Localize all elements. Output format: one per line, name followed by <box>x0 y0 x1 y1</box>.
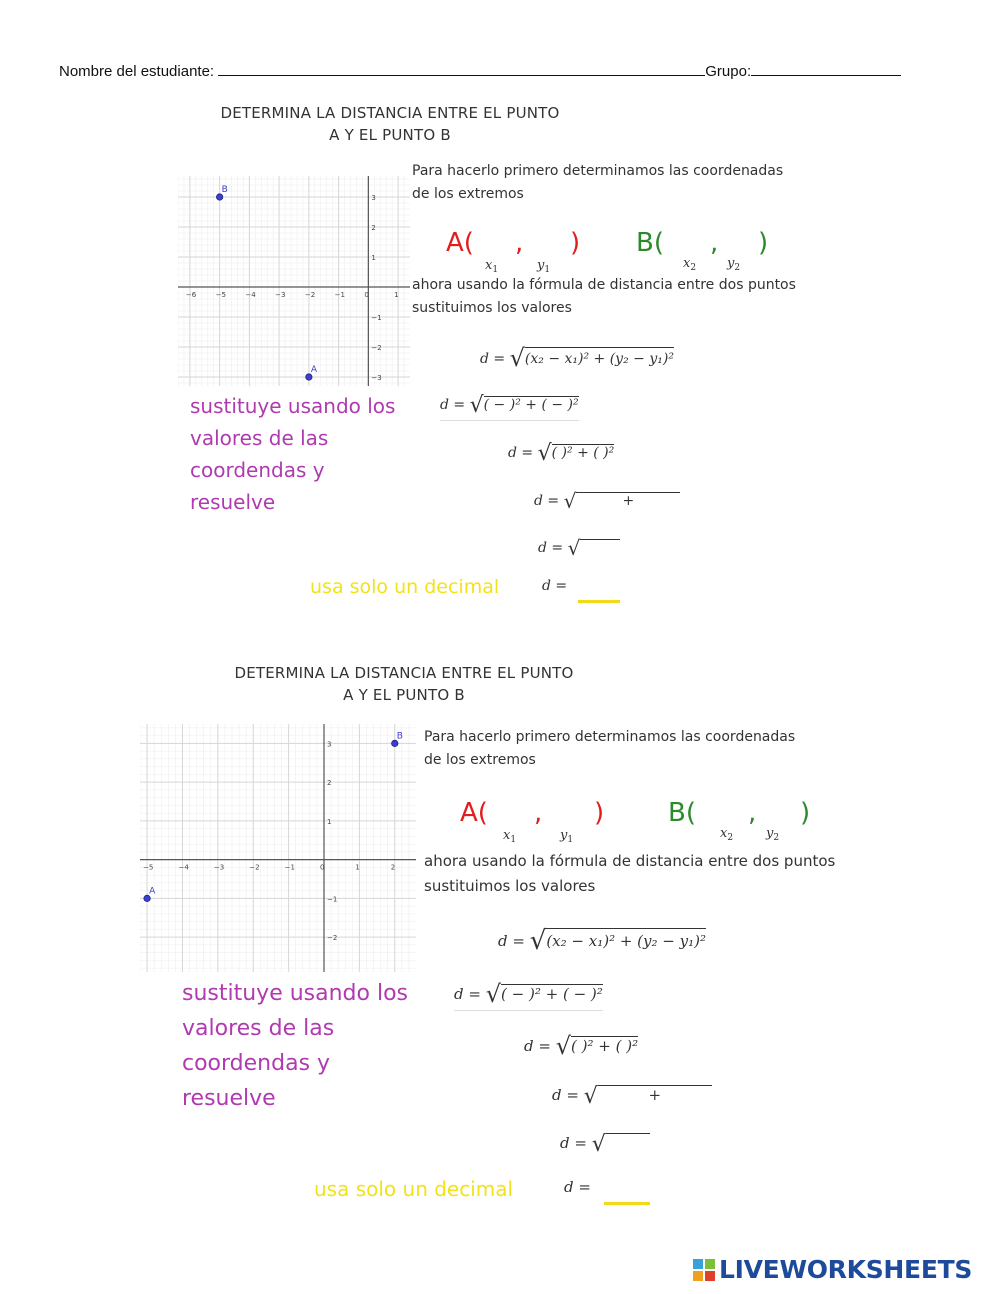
point-a-label: A( <box>446 228 474 258</box>
student-header <box>59 61 901 80</box>
exercise-title: DETERMINA LA DISTANCIA ENTRE EL PUNTO A Y EL PUNTO B <box>234 664 574 704</box>
x-tick-label: −2 <box>304 291 316 299</box>
x-tick-label: −4 <box>178 863 189 872</box>
x-tick-label: −5 <box>143 863 154 872</box>
point-a-close: ) <box>570 228 581 258</box>
answer-line: d = <box>564 1178 591 1196</box>
answer-field[interactable] <box>604 1202 650 1205</box>
y-tick-label: 2 <box>327 779 332 788</box>
x1-label: $x_1$ <box>503 828 517 845</box>
x-tick-label: −1 <box>334 291 345 299</box>
point-b-close: ) <box>758 228 769 258</box>
coordinate-graph <box>140 724 416 972</box>
answer-line: d = <box>542 578 568 594</box>
coordinate-graph <box>178 176 410 386</box>
x-tick-label: 0 <box>320 863 325 872</box>
point-b-close: ) <box>800 798 811 828</box>
y1-label: $y_1$ <box>537 258 551 275</box>
y1-label: $y_1$ <box>560 828 574 845</box>
x-tick-label: −4 <box>245 291 256 299</box>
squares-line: d = √( )² + ( )² <box>524 1032 639 1060</box>
y-tick-label: 3 <box>371 194 376 202</box>
x-tick-label: −5 <box>215 291 226 299</box>
y2-label: $y_2$ <box>727 256 741 273</box>
instruction-text: sustituye usando los valores de las coordendas y resuelve <box>182 981 409 1111</box>
y2-label: $y_2$ <box>766 826 780 843</box>
point-b-comma: , <box>748 798 757 828</box>
y-tick-label: 3 <box>327 740 332 749</box>
decimal-note: usa solo un decimal <box>310 576 500 598</box>
x-tick-label: 1 <box>355 863 360 872</box>
point-a-comma: , <box>515 228 524 258</box>
y-tick-label: −1 <box>371 314 382 322</box>
substitution-line: d = √( − )² + ( − )² <box>454 980 603 1011</box>
liveworksheets-logo: LIVEWORKSHEETS <box>719 1255 973 1284</box>
liveworksheets-logo-icon <box>693 1259 715 1281</box>
x-tick-label: −2 <box>249 863 260 872</box>
answer-field[interactable] <box>578 600 620 603</box>
root-line: d = √ <box>560 1132 650 1157</box>
student-name-label: Nombre del estudiante: <box>59 63 215 80</box>
point-b-label: B( <box>636 228 664 258</box>
point-b-label: B( <box>668 798 696 828</box>
point-b-marker-label: B <box>221 185 228 195</box>
sum-line: d = √ + <box>552 1084 712 1109</box>
y-tick-label: −3 <box>371 374 382 382</box>
distance-formula: d = √(x₂ − x₁)² + (y₂ − y₁)² <box>498 926 706 956</box>
y-tick-label: −1 <box>327 895 338 904</box>
formula-intro: ahora usando la fórmula de distancia entre dos puntos sustituimos los valores <box>412 277 796 316</box>
squares-line: d = √( )² + ( )² <box>508 441 615 466</box>
intro-text: Para hacerlo primero determinamos las coordenadas de los extremos <box>424 729 796 768</box>
y-tick-label: 1 <box>327 817 332 826</box>
exercise-card-1 <box>140 96 830 606</box>
exercise-title: DETERMINA LA DISTANCIA ENTRE EL PUNTO A Y EL PUNTO B <box>220 104 560 144</box>
x2-label: $x_2$ <box>683 256 697 273</box>
x-tick-label: −3 <box>213 863 225 872</box>
y-tick-label: −2 <box>327 934 338 943</box>
formula-intro: ahora usando la fórmula de distancia entre dos puntos sustituimos los valores <box>424 852 836 895</box>
x-tick-label: −1 <box>284 863 295 872</box>
y-tick-label: −2 <box>371 344 382 352</box>
point-a-comma: , <box>534 798 543 828</box>
point-b-marker-label: B <box>396 731 403 742</box>
root-line: d = √ <box>538 536 620 560</box>
intro-text: Para hacerlo primero determinamos las coordenadas de los extremos <box>412 163 784 202</box>
distance-formula: d = √(x₂ − x₁)² + (y₂ − y₁)² <box>480 344 674 372</box>
x-tick-label: 1 <box>394 291 399 299</box>
group-label: Grupo: <box>705 63 752 80</box>
point-a-close: ) <box>594 798 605 828</box>
x2-label: $x_2$ <box>720 826 734 843</box>
point-b-comma: , <box>710 228 719 258</box>
sum-line: d = √ + <box>534 489 680 513</box>
y-tick-label: 1 <box>371 254 376 262</box>
point-a-marker-label: A <box>149 886 156 897</box>
x-tick-label: −3 <box>275 291 286 299</box>
student-name-field[interactable] <box>218 61 705 76</box>
exercise-card-2 <box>128 656 872 1212</box>
y-tick-label: 2 <box>371 224 376 232</box>
substitution-line: d = √( − )² + ( − )² <box>440 393 579 421</box>
decimal-note: usa solo un decimal <box>314 1177 514 1201</box>
instruction-text: sustituye usando los valores de las coordendas y resuelve <box>190 394 396 514</box>
x-tick-label: 2 <box>390 863 396 872</box>
x-tick-label: 0 <box>364 291 369 299</box>
group-field[interactable] <box>751 61 901 76</box>
point-a-marker-label: A <box>310 365 318 375</box>
x-tick-label: −6 <box>185 291 197 299</box>
point-a-label: A( <box>460 798 488 828</box>
x1-label: $x_1$ <box>485 258 499 275</box>
